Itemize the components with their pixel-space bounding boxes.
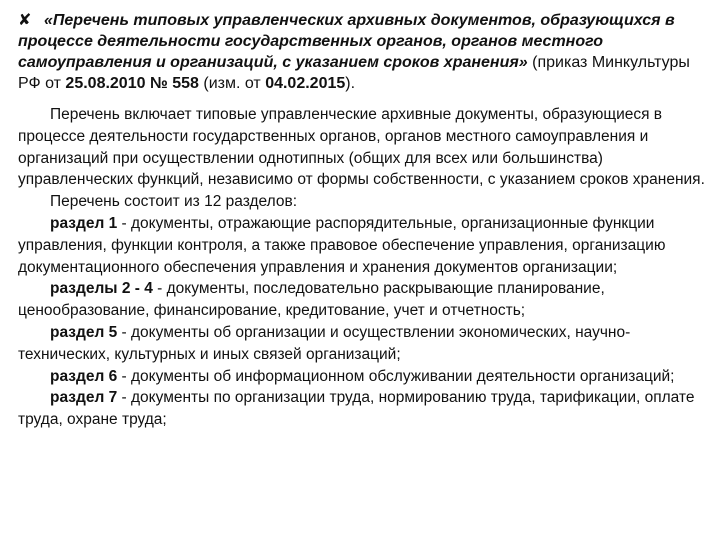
section-text: - документы по организации труда, нормированию труда, тарификации, оплате труда, охране труда; [18,389,695,429]
sections-count: Перечень состоит из 12 разделов: [50,193,298,211]
section-item [18,387,708,431]
section-item [18,213,708,278]
document-title: «Перечень типовых управленческих архивных документов, образующихся в процессе деятельности государственных органов, органов местного самоуправления и организаций, с указанием сроков хранения» [18,12,675,71]
order-amend-date: 04.02.2015 [265,75,346,92]
section-item [18,278,708,322]
slide-body [18,104,708,431]
order-mid: (изм. от [198,75,266,92]
section-label: разделы 2 - 4 [50,280,153,298]
section-text: - документы об информационном обслуживании деятельности организаций; [117,367,675,385]
section-label: раздел 6 [50,367,118,385]
order-date: 25.08.2010 № 558 [65,75,199,92]
order-prefix: (приказ Минкультуры РФ от [18,54,690,92]
intro-paragraph: Перечень включает типовые управленческие архивные документы, образующиеся в процессе деятельности государственных органов, органов местного самоуправления и организаций при осуществлении однотипных (общих для всех или большинства) управленческих функций, независимо от формы собственности, с указанием сроков хранения. [18,106,705,189]
slide-heading [18,10,708,94]
section-label: раздел 1 [50,214,118,232]
section-text: - документы об организации и осуществлении экономических, научно-технических, культурных и иных связей организаций; [18,323,631,363]
section-text: - документы, последовательно раскрывающие планирование, ценообразование, финансирование, кредитование, учет и отчетность; [18,280,605,320]
section-label: раздел 7 [50,389,118,407]
section-item [18,322,708,366]
order-suffix: ). [345,75,356,92]
section-item [18,366,708,388]
section-label: раздел 5 [50,323,118,341]
cross-bullet-icon: ✘ [18,12,32,29]
section-text: - документы, отражающие распорядительные, организационные функции управления, функции контроля, а также правовое обеспечение управления, организацию документационного обеспечения управления и хранения документов организации; [18,214,666,276]
